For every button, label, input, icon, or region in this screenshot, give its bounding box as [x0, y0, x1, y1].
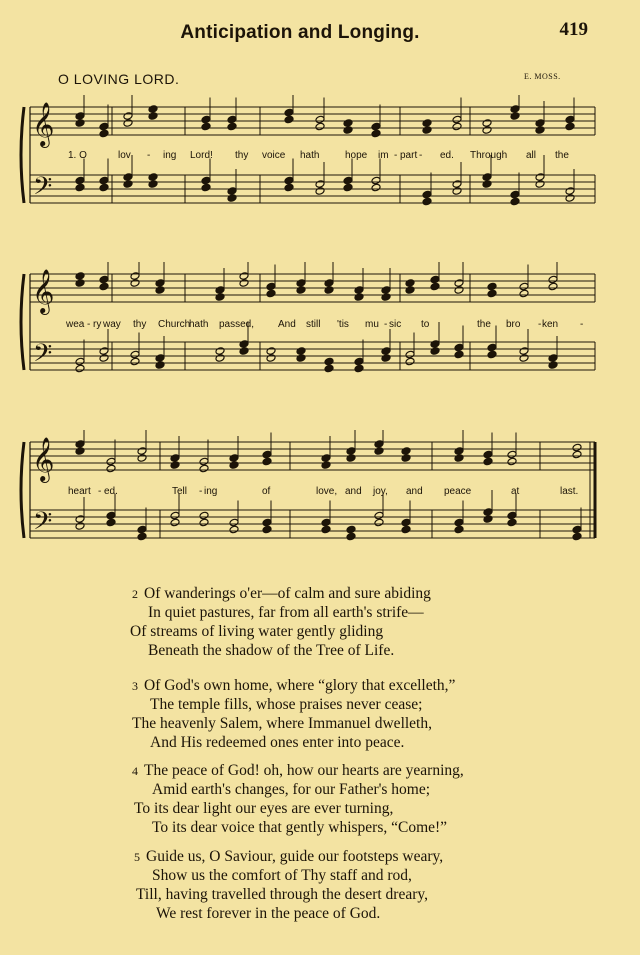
verse-line: Of streams of living water gently gliding — [130, 623, 384, 640]
lyric-syllable: - — [394, 150, 398, 161]
note-head — [565, 194, 575, 203]
note-head — [454, 286, 464, 295]
note-head — [215, 354, 225, 363]
note-head — [215, 293, 225, 302]
note-head — [482, 180, 492, 189]
note-head — [507, 511, 517, 520]
verse-line: We rest forever in the peace of God. — [156, 905, 381, 922]
note-head — [170, 461, 180, 470]
note-head — [405, 286, 415, 295]
note-head — [215, 347, 225, 356]
note-head — [454, 343, 464, 352]
note-head — [374, 440, 384, 449]
verse-line: In quiet pastures, far from all earth's strife— — [148, 604, 424, 621]
note-head — [324, 279, 334, 288]
note-head — [454, 454, 464, 463]
lyric-syllable: joy, — [373, 486, 388, 497]
note-head — [201, 176, 211, 185]
lyrics-line-2 — [0, 319, 640, 333]
note-head — [99, 354, 109, 363]
note-head — [343, 176, 353, 185]
note-head — [548, 361, 558, 370]
lyric-syllable: the — [477, 319, 491, 330]
lyric-syllable: And — [278, 319, 296, 330]
note-head — [229, 461, 239, 470]
note-head — [315, 180, 325, 189]
note-head — [430, 347, 440, 356]
note-head — [170, 511, 180, 520]
note-head — [324, 357, 334, 366]
music-system-3 — [0, 430, 640, 580]
note-head — [507, 518, 517, 527]
note-head — [137, 447, 147, 456]
note-head — [239, 272, 249, 281]
lyric-syllable: - — [98, 486, 102, 497]
note-head — [239, 340, 249, 349]
note-head — [452, 122, 462, 131]
note-head — [354, 357, 364, 366]
note-head — [266, 354, 276, 363]
lyric-syllable: 'tis — [337, 319, 349, 330]
note-head — [75, 176, 85, 185]
note-head — [321, 525, 331, 534]
note-head — [130, 272, 140, 281]
note-head — [262, 518, 272, 527]
note-head — [201, 122, 211, 131]
note-head — [148, 105, 158, 114]
lyric-syllable: - — [419, 150, 423, 161]
note-head — [519, 354, 529, 363]
note-head — [401, 525, 411, 534]
note-head — [75, 447, 85, 456]
page-number: 419 — [559, 19, 588, 40]
note-head — [454, 518, 464, 527]
note-head — [106, 464, 116, 473]
note-head — [215, 286, 225, 295]
note-head — [262, 525, 272, 534]
lyric-syllable: voice — [262, 150, 286, 161]
note-head — [229, 525, 239, 534]
note-head — [266, 282, 276, 291]
note-head — [75, 522, 85, 531]
note-head — [572, 450, 582, 459]
note-head — [123, 119, 133, 128]
lyric-syllable: - — [87, 319, 91, 330]
note-head — [137, 532, 147, 541]
lyric-syllable: wea — [66, 319, 85, 330]
note-head — [354, 364, 364, 373]
note-head — [123, 180, 133, 189]
lyric-syllable: Lord! — [190, 150, 213, 161]
note-head — [130, 350, 140, 359]
note-head — [123, 112, 133, 121]
note-head — [170, 518, 180, 527]
note-head — [99, 129, 109, 138]
note-head — [137, 525, 147, 534]
lyric-syllable: - — [384, 319, 388, 330]
note-head — [371, 122, 381, 131]
note-head — [507, 450, 517, 459]
note-head — [75, 119, 85, 128]
note-head — [148, 112, 158, 121]
lyric-syllable: 1. O — [68, 150, 87, 161]
verse-line: 2 Of wanderings o'er—of calm and sure abiding — [132, 585, 431, 602]
verse-line: 4 The peace of God! oh, how our hearts are yearning, — [132, 762, 464, 779]
note-head — [401, 454, 411, 463]
bass-clef-icon: 𝄢 — [33, 339, 53, 374]
lyric-syllable: hath — [189, 319, 209, 330]
note-head — [572, 443, 582, 452]
lyric-syllable: - — [147, 150, 151, 161]
note-head — [106, 518, 116, 527]
hymn-title: O LOVING LORD. — [58, 71, 180, 87]
note-head — [381, 286, 391, 295]
verse-line: 5 Guide us, O Saviour, guide our footsteps weary, — [134, 848, 444, 865]
note-head — [422, 119, 432, 128]
note-head — [510, 105, 520, 114]
note-head — [454, 350, 464, 359]
note-head — [482, 119, 492, 128]
note-head — [405, 350, 415, 359]
note-head — [452, 180, 462, 189]
note-head — [130, 279, 140, 288]
note-head — [354, 293, 364, 302]
verse-line: Till, having travelled through the desert dreary, — [136, 886, 428, 903]
note-head — [155, 286, 165, 295]
treble-clef-icon: 𝄞 — [32, 437, 55, 481]
lyric-syllable: the — [555, 150, 569, 161]
note-head — [99, 122, 109, 131]
note-head — [343, 119, 353, 128]
note-head — [572, 532, 582, 541]
note-head — [284, 176, 294, 185]
note-head — [324, 364, 334, 373]
verse-line: 3 Of God's own home, where “glory that excelleth,” — [132, 677, 456, 694]
note-head — [374, 518, 384, 527]
lyric-syllable: Tell — [172, 486, 188, 497]
note-head — [422, 190, 432, 199]
note-head — [75, 515, 85, 524]
note-head — [262, 457, 272, 466]
note-head — [452, 115, 462, 124]
note-head — [346, 447, 356, 456]
note-head — [381, 293, 391, 302]
lyric-syllable: Church — [158, 319, 191, 330]
note-head — [201, 115, 211, 124]
lyric-syllable: last. — [560, 486, 579, 497]
lyric-syllable: ed. — [440, 150, 454, 161]
lyric-syllable: Through — [470, 150, 508, 161]
note-head — [572, 525, 582, 534]
note-head — [381, 347, 391, 356]
note-head — [422, 197, 432, 206]
verse-line: The temple fills, whose praises never cease; — [150, 696, 423, 713]
lyric-syllable: lov — [118, 150, 131, 161]
note-head — [199, 511, 209, 520]
note-head — [148, 180, 158, 189]
note-head — [343, 126, 353, 135]
note-head — [482, 173, 492, 182]
note-head — [227, 122, 237, 131]
note-head — [548, 354, 558, 363]
lyric-syllable: and — [406, 486, 423, 497]
note-head — [155, 279, 165, 288]
note-head — [266, 289, 276, 298]
note-head — [284, 108, 294, 117]
note-head — [371, 129, 381, 138]
note-head — [487, 343, 497, 352]
lyric-syllable: - — [580, 319, 584, 330]
note-head — [106, 457, 116, 466]
note-head — [401, 447, 411, 456]
note-head — [199, 464, 209, 473]
note-head — [535, 126, 545, 135]
note-head — [99, 275, 109, 284]
lyrics-line-3 — [0, 486, 640, 500]
note-head — [75, 364, 85, 373]
verse-number: 4 — [132, 764, 138, 778]
verse-line: To its dear voice that gently whispers, “Come!” — [152, 819, 448, 836]
note-head — [535, 173, 545, 182]
note-head — [239, 279, 249, 288]
note-head — [239, 347, 249, 356]
lyric-syllable: to — [421, 319, 430, 330]
note-head — [381, 354, 391, 363]
note-head — [565, 187, 575, 196]
lyric-syllable: peace — [444, 486, 472, 497]
note-head — [99, 282, 109, 291]
music-staff-svg — [0, 262, 640, 412]
note-head — [548, 282, 558, 291]
note-head — [343, 183, 353, 192]
note-head — [487, 282, 497, 291]
note-head — [346, 532, 356, 541]
note-head — [75, 112, 85, 121]
lyric-syllable: love, — [316, 486, 338, 497]
note-head — [321, 518, 331, 527]
note-head — [227, 115, 237, 124]
lyric-syllable: ry — [93, 319, 102, 330]
lyric-syllable: thy — [133, 319, 147, 330]
note-head — [296, 354, 306, 363]
note-head — [422, 126, 432, 135]
lyric-syllable: ing — [163, 150, 177, 161]
music-staff-svg — [0, 430, 640, 580]
note-head — [321, 461, 331, 470]
note-head — [199, 457, 209, 466]
lyric-syllable: still — [306, 319, 321, 330]
note-head — [430, 275, 440, 284]
note-head — [374, 447, 384, 456]
note-head — [315, 187, 325, 196]
note-head — [565, 115, 575, 124]
note-head — [229, 454, 239, 463]
note-head — [227, 194, 237, 203]
note-head — [315, 115, 325, 124]
note-head — [75, 279, 85, 288]
note-head — [199, 518, 209, 527]
note-head — [170, 454, 180, 463]
treble-clef-icon: 𝄞 — [32, 269, 55, 313]
verse-line: The heavenly Salem, where Immanuel dwelleth, — [132, 715, 432, 732]
note-head — [487, 350, 497, 359]
note-head — [371, 176, 381, 185]
note-head — [454, 447, 464, 456]
note-head — [75, 183, 85, 192]
lyric-syllable: passed, — [219, 319, 255, 330]
lyric-syllable: heart — [68, 486, 91, 497]
lyric-syllable: hath — [300, 150, 320, 161]
note-head — [535, 180, 545, 189]
note-head — [346, 454, 356, 463]
lyric-syllable: all — [526, 150, 537, 161]
bass-clef-icon: 𝄢 — [33, 172, 53, 207]
note-head — [565, 122, 575, 131]
note-head — [227, 187, 237, 196]
note-head — [371, 183, 381, 192]
note-head — [401, 518, 411, 527]
note-head — [519, 282, 529, 291]
note-head — [315, 122, 325, 131]
note-head — [106, 511, 116, 520]
note-head — [123, 173, 133, 182]
note-head — [324, 286, 334, 295]
page-header-title: Anticipation and Longing. — [180, 22, 420, 43]
note-head — [75, 440, 85, 449]
note-head — [130, 357, 140, 366]
lyric-syllable: ed. — [104, 486, 118, 497]
treble-clef-icon: 𝄞 — [32, 102, 55, 146]
note-head — [99, 183, 109, 192]
lyric-syllable: way — [103, 319, 121, 330]
lyric-syllable: sic — [389, 319, 402, 330]
note-head — [519, 289, 529, 298]
lyric-syllable: and — [345, 486, 362, 497]
note-head — [454, 525, 464, 534]
note-head — [296, 286, 306, 295]
note-head — [487, 289, 497, 298]
note-head — [535, 119, 545, 128]
note-head — [296, 347, 306, 356]
note-head — [284, 183, 294, 192]
lyric-syllable: - — [199, 486, 203, 497]
note-head — [510, 190, 520, 199]
note-head — [405, 357, 415, 366]
lyric-syllable: of — [262, 486, 271, 497]
music-system-1 — [0, 95, 640, 245]
lyric-syllable: hope — [345, 150, 368, 161]
lyric-syllable: - — [538, 319, 542, 330]
verse-line: And His redeemed ones enter into peace. — [150, 734, 405, 751]
note-head — [284, 115, 294, 124]
bass-clef-icon: 𝄢 — [33, 507, 53, 542]
lyric-syllable: at — [511, 486, 520, 497]
note-head — [155, 354, 165, 363]
note-head — [229, 518, 239, 527]
note-head — [482, 126, 492, 135]
note-head — [321, 454, 331, 463]
note-head — [548, 275, 558, 284]
music-system-2 — [0, 262, 640, 412]
lyric-syllable: bro — [506, 319, 521, 330]
composer-credit: E. MOSS. — [524, 72, 561, 81]
music-staff-svg — [0, 95, 640, 245]
verse-number: 2 — [132, 587, 138, 601]
note-head — [374, 511, 384, 520]
note-head — [155, 361, 165, 370]
note-head — [137, 454, 147, 463]
verse-line: Beneath the shadow of the Tree of Life. — [148, 642, 395, 659]
note-head — [75, 272, 85, 281]
lyrics-line-1 — [0, 150, 640, 164]
note-head — [148, 173, 158, 182]
verse-number: 3 — [132, 679, 138, 693]
note-head — [99, 347, 109, 356]
note-head — [201, 183, 211, 192]
note-head — [75, 357, 85, 366]
lyric-syllable: thy — [235, 150, 249, 161]
note-head — [405, 279, 415, 288]
note-head — [430, 282, 440, 291]
note-head — [510, 197, 520, 206]
note-head — [483, 450, 493, 459]
note-head — [266, 347, 276, 356]
verse-line: Show us the comfort of Thy staff and rod, — [152, 867, 412, 884]
note-head — [519, 347, 529, 356]
note-head — [346, 525, 356, 534]
verse-line: Amid earth's changes, for our Father's home; — [152, 781, 431, 798]
lyric-syllable: ing — [204, 486, 218, 497]
note-head — [430, 340, 440, 349]
verse-number: 5 — [134, 850, 140, 864]
lyric-syllable: im — [378, 150, 389, 161]
note-head — [510, 112, 520, 121]
note-head — [262, 450, 272, 459]
note-head — [454, 279, 464, 288]
verse-line: To its dear light our eyes are ever turning, — [134, 800, 394, 817]
lyric-syllable: part — [400, 150, 418, 161]
note-head — [483, 515, 493, 524]
note-head — [354, 286, 364, 295]
note-head — [99, 176, 109, 185]
lyric-syllable: ken — [542, 319, 559, 330]
lyric-syllable: mu — [365, 319, 379, 330]
note-head — [296, 279, 306, 288]
note-head — [483, 508, 493, 517]
note-head — [507, 457, 517, 466]
note-head — [483, 457, 493, 466]
note-head — [452, 187, 462, 196]
